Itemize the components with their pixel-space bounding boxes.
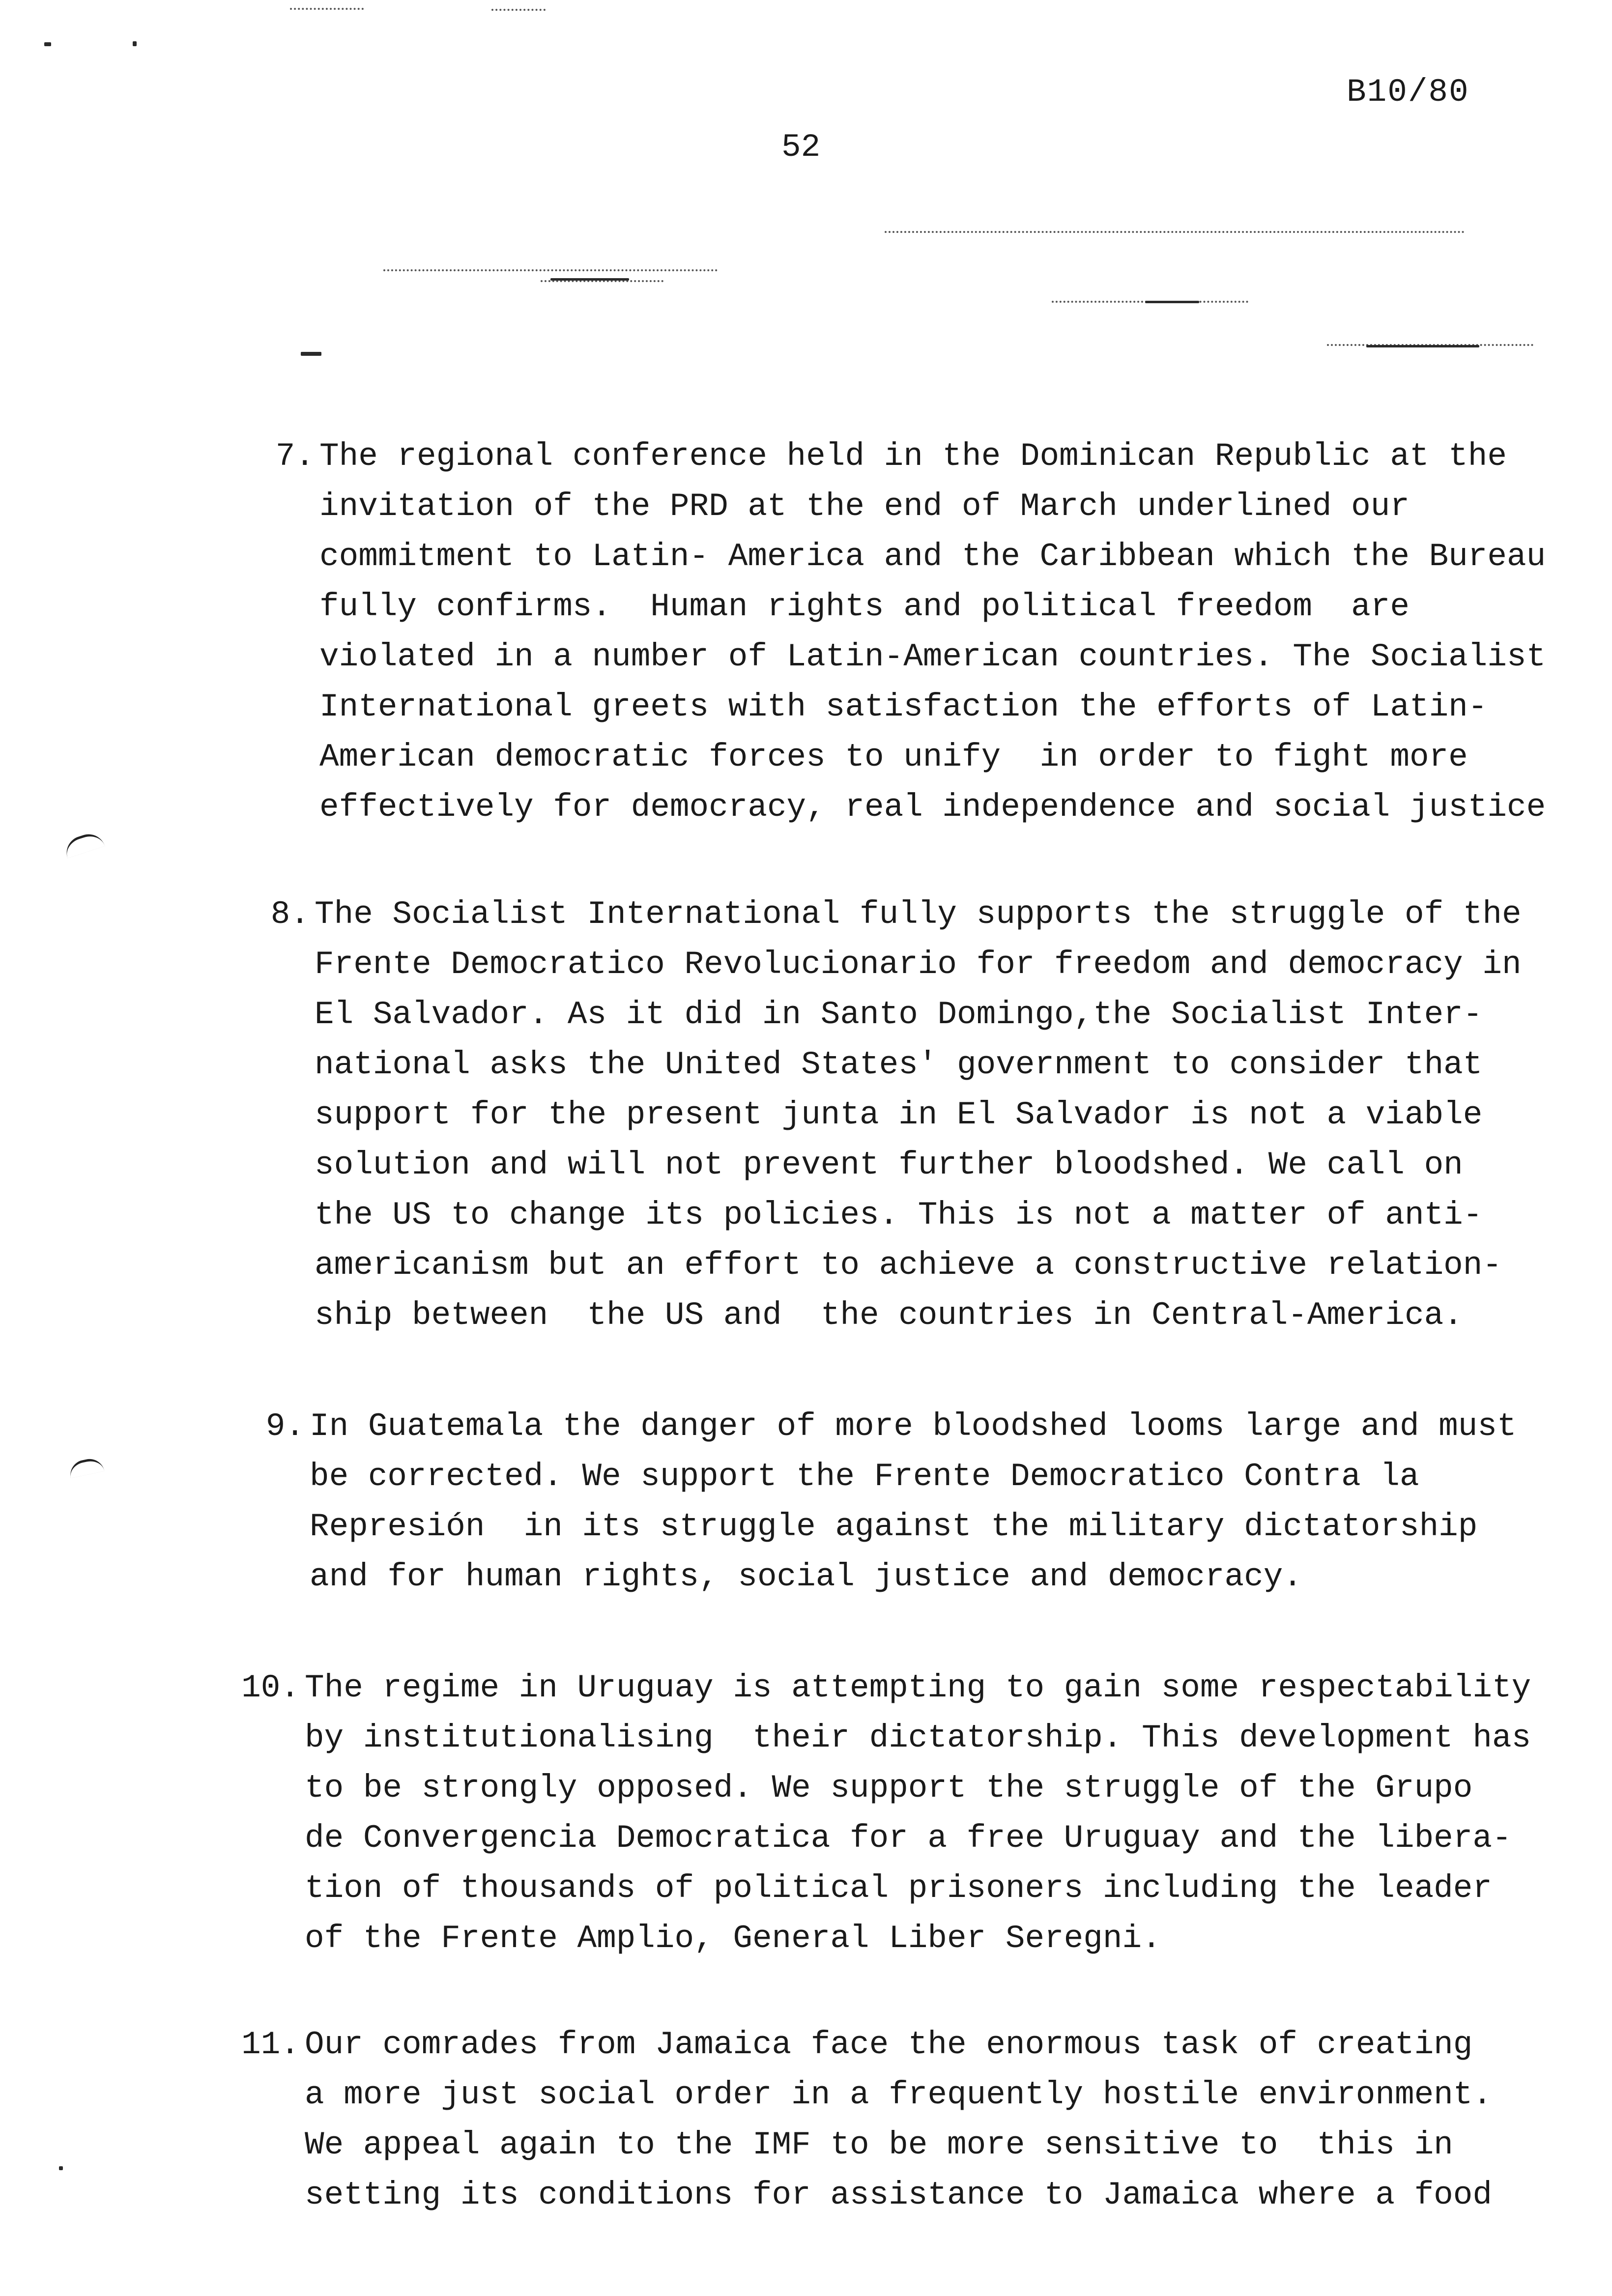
text-line: de Convergencia Democratica for a free Uruguay and the libera- (305, 1820, 1512, 1857)
margin-binder-mark (68, 1456, 105, 1478)
text-line: The Socialist International fully supports the struggle of the (315, 896, 1522, 933)
document-reference: B10/80 (1347, 74, 1469, 111)
paragraph-number: 8. (270, 896, 310, 933)
text-line: Our comrades from Jamaica face the enormous task of creating (305, 2026, 1473, 2063)
paragraph-7 (241, 431, 1546, 832)
paragraph-10 (226, 1663, 1531, 1964)
scan-speck (133, 41, 137, 46)
paragraph-9 (231, 1402, 1517, 1602)
text-line: Frente Democratico Revolucionario for freedom and democracy in (315, 946, 1522, 983)
page-number: 52 (781, 129, 821, 166)
text-line: fully confirms. Human rights and political freedom are (319, 588, 1410, 625)
paragraph-8 (236, 890, 1522, 1341)
text-line: to be strongly opposed. We support the struggle of the Grupo (305, 1770, 1473, 1807)
text-line: El Salvador. As it did in Santo Domingo,the Socialist Inter- (315, 996, 1483, 1033)
text-line: be corrected. We support the Frente Democratico Contra la (310, 1458, 1419, 1495)
text-line: American democratic forces to unify in order to fight more (319, 739, 1468, 775)
paragraph-number: 9. (265, 1408, 305, 1445)
text-line: national asks the United States' government to consider that (315, 1046, 1483, 1083)
text-line: support for the present junta in El Salvador is not a viable (315, 1096, 1483, 1133)
paragraph-number: 10. (241, 1669, 300, 1706)
text-line: setting its conditions for assistance to Jamaica where a food (305, 2177, 1492, 2213)
paragraph-number: 11. (241, 2026, 300, 2063)
scan-noise-dash (1145, 301, 1199, 303)
scan-noise-line (885, 231, 1465, 233)
text-line: effectively for democracy, real independence and social justice (319, 789, 1546, 826)
scan-speck (44, 42, 51, 46)
text-line: invitation of the PRD at the end of March underlined our (319, 488, 1410, 525)
text-line: of the Frente Amplio, General Liber Seregni. (305, 1920, 1161, 1957)
text-line: We appeal again to the IMF to be more sensitive to this in (305, 2126, 1453, 2163)
text-line: and for human rights, social justice and democracy. (310, 1558, 1302, 1595)
text-line: International greets with satisfaction the efforts of Latin- (319, 689, 1488, 725)
text-line: In Guatemala the danger of more bloodshed looms large and must (310, 1408, 1517, 1445)
text-line: ship between the US and the countries in Central-America. (315, 1297, 1463, 1334)
scan-noise-line (290, 8, 364, 10)
text-line: commitment to Latin- America and the Caribbean which the Bureau (319, 538, 1546, 575)
scan-noise-dash (550, 278, 629, 281)
scan-noise-line (491, 9, 546, 11)
paragraph-11 (226, 2020, 1492, 2220)
text-line: by institutionalising their dictatorship. This development has (305, 1720, 1531, 1756)
text-line: the US to change its policies. This is not a matter of anti- (315, 1197, 1483, 1234)
scan-noise-dash (301, 352, 321, 356)
margin-binder-mark (62, 830, 105, 858)
text-line: americanism but an effort to achieve a constructive relation- (315, 1247, 1502, 1284)
text-line: The regime in Uruguay is attempting to gain some respectability (305, 1669, 1531, 1706)
scan-noise-dash (1366, 345, 1479, 347)
scan-noise-line (383, 269, 718, 271)
text-line: violated in a number of Latin-American countries. The Socialist (319, 638, 1546, 675)
text-line: tion of thousands of political prisoners including the leader (305, 1870, 1492, 1907)
text-line: a more just social order in a frequently hostile environment. (305, 2076, 1492, 2113)
scan-speck (59, 2166, 63, 2170)
paragraph-number: 7. (275, 438, 315, 475)
text-line: solution and will not prevent further bloodshed. We call on (315, 1147, 1463, 1183)
text-line: The regional conference held in the Dominican Republic at the (319, 438, 1507, 475)
text-line: Represión in its struggle against the military dictatorship (310, 1508, 1478, 1545)
